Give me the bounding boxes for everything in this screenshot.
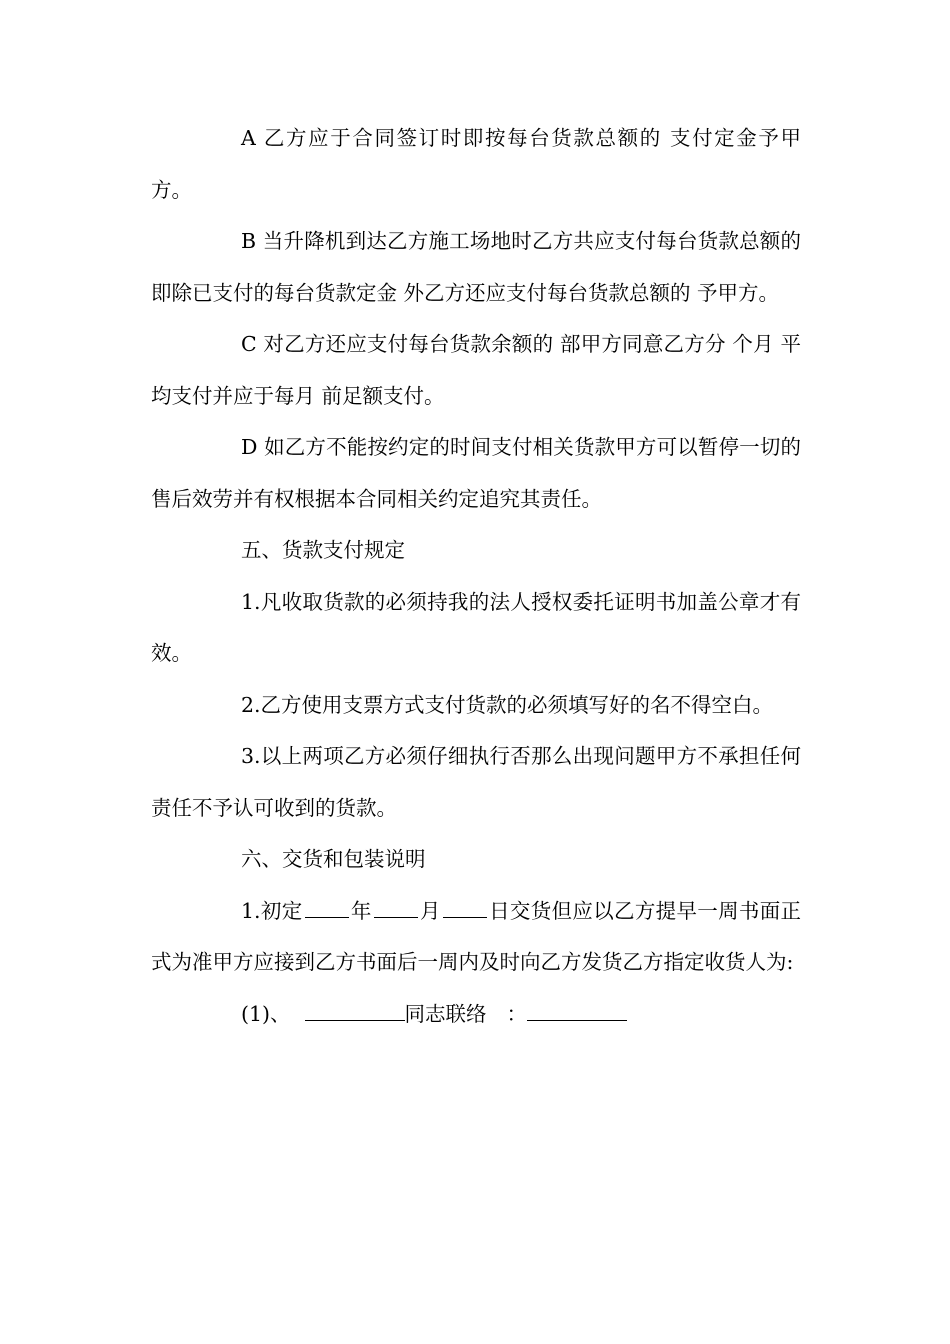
receiver-label: 同志联络 <box>404 1001 487 1026</box>
receiver-line <box>151 989 801 1041</box>
month-blank <box>374 896 418 918</box>
delivery-prefix: 1.初定 <box>241 898 303 923</box>
section-heading-5: 五、货款支付规定 <box>241 538 405 562</box>
paragraph-c: C 对乙方还应支付每台货款余额的 部甲方同意乙方分 个月 平均支付并应于每月 前足额支付。 <box>151 332 801 408</box>
receiver-number: (1)、 <box>241 1001 291 1026</box>
paragraph-a: A 乙方应于合同签订时即按每台货款总额的 支付定金予甲方。 <box>151 126 801 202</box>
receiver-name-blank <box>305 999 405 1021</box>
year-blank <box>305 896 349 918</box>
clause-5-3: 3.以上两项乙方必须仔细执行否那么出现问题甲方不承担任何责任不予认可收到的货款。 <box>151 744 801 820</box>
paragraph-d: D 如乙方不能按约定的时间支付相关货款甲方可以暂停一切的售后效劳并有权根据本合同相关约定追究其责任。 <box>151 435 801 511</box>
month-label: 月 <box>419 898 441 923</box>
clause-6-1 <box>151 886 801 989</box>
receiver-contact-blank <box>527 999 627 1021</box>
paragraph-b: B 当升降机到达乙方施工场地时乙方共应支付每台货款总额的 即除已支付的每台货款定金 外乙方还应支付每台货款总额的 予甲方。 <box>151 229 801 305</box>
receiver-colon: ： <box>506 1001 528 1026</box>
delivery-text: 日交货但应以乙方提早一周书面正式为准甲方应接到乙方书面后一周内及时向乙方发货乙方指定收货人为: <box>151 898 802 974</box>
clause-5-2: 2.乙方使用支票方式支付货款的必须填写好的名不得空白。 <box>241 692 774 717</box>
section-heading-6: 六、交货和包装说明 <box>241 847 426 871</box>
clause-5-1: 1.凡收取货款的必须持我的法人授权委托证明书加盖公章才有效。 <box>151 589 801 665</box>
day-blank <box>443 896 487 918</box>
year-label: 年 <box>350 898 372 923</box>
document-body <box>151 113 801 1040</box>
